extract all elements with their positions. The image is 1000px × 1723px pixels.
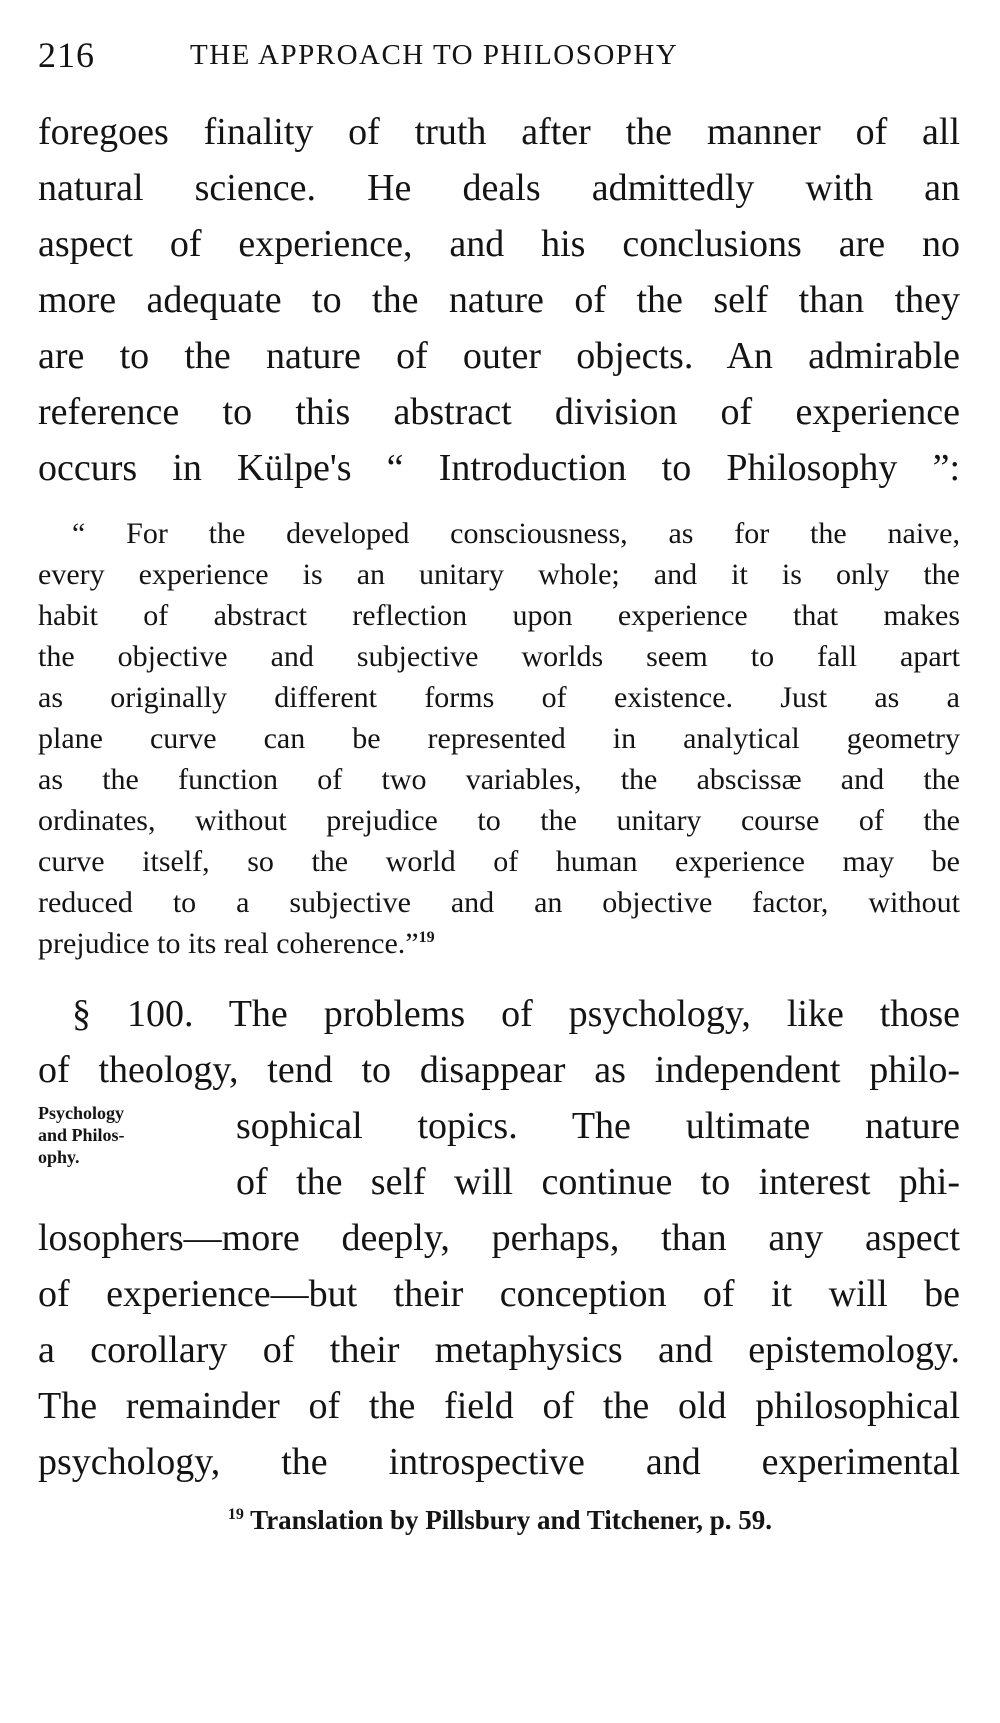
quote-line: as originally different forms of existence. Just as a <box>38 681 960 714</box>
footnote-marker: 19 <box>227 1506 244 1523</box>
text-line: sophical topics. The ultimate nature <box>236 1105 960 1147</box>
footnote-text: Translation by Pillsbury and Titchener, p. 59. <box>243 1505 773 1535</box>
quote-line: habit of abstract reflection upon experience that makes <box>38 599 960 632</box>
text-line: reference to this abstract division of experience <box>38 391 960 433</box>
text-line: foregoes finality of truth after the manner of all <box>38 111 960 153</box>
quote-line: every experience is an unitary whole; and it is only the <box>38 558 960 591</box>
text-line: aspect of experience, and his conclusions are no <box>38 223 960 265</box>
text-line: of the self will continue to interest phi- <box>236 1161 960 1203</box>
quote-line: the objective and subjective worlds seem to fall apart <box>38 640 960 673</box>
text-line: are to the nature of outer objects. An admirable <box>38 335 960 377</box>
text-line: of theology, tend to disappear as independent philo- <box>38 1049 960 1091</box>
quote-line: reduced to a subjective and an objective factor, without <box>38 886 960 919</box>
text-line: of experience—but their conception of it will be <box>38 1273 960 1315</box>
page-number: 216 <box>38 35 95 75</box>
footnote <box>0 1500 1000 1540</box>
quote-line: curve itself, so the world of human experience may be <box>38 845 960 878</box>
quote-line: as the function of two variables, the abscissæ and the <box>38 763 960 796</box>
text-line: losophers—more deeply, perhaps, than any aspect <box>38 1217 960 1259</box>
text-line: psychology, the introspective and experimental <box>38 1441 960 1483</box>
margin-note <box>38 1102 198 1168</box>
quote-line: plane curve can be represented in analytical geometry <box>38 722 960 755</box>
margin-note-line: Psychology <box>38 1103 125 1123</box>
text-line: a corollary of their metaphysics and epistemology. <box>38 1329 960 1371</box>
text-line: natural science. He deals admittedly with an <box>38 167 960 209</box>
section-heading-line: § 100. The problems of psychology, like those <box>72 993 960 1035</box>
quote-last-line <box>38 922 960 966</box>
text-line: more adequate to the nature of the self than they <box>38 279 960 321</box>
text-line: occurs in Külpe's “ Introduction to Philosophy ”: <box>38 447 960 489</box>
footnote-reference: 19 <box>418 929 435 946</box>
margin-note-line: and Philos- <box>38 1125 125 1145</box>
page-header <box>38 30 958 80</box>
quote-line: ordinates, without prejudice to the unitary course of the <box>38 804 960 837</box>
quote-last-text: prejudice to its real coherence.” <box>38 927 419 960</box>
text-line: The remainder of the field of the old philosophical <box>38 1385 960 1427</box>
margin-note-line: ophy. <box>38 1147 80 1167</box>
quote-line: “ For the developed consciousness, as for the naive, <box>72 517 960 550</box>
running-title: THE APPROACH TO PHILOSOPHY <box>190 39 679 71</box>
